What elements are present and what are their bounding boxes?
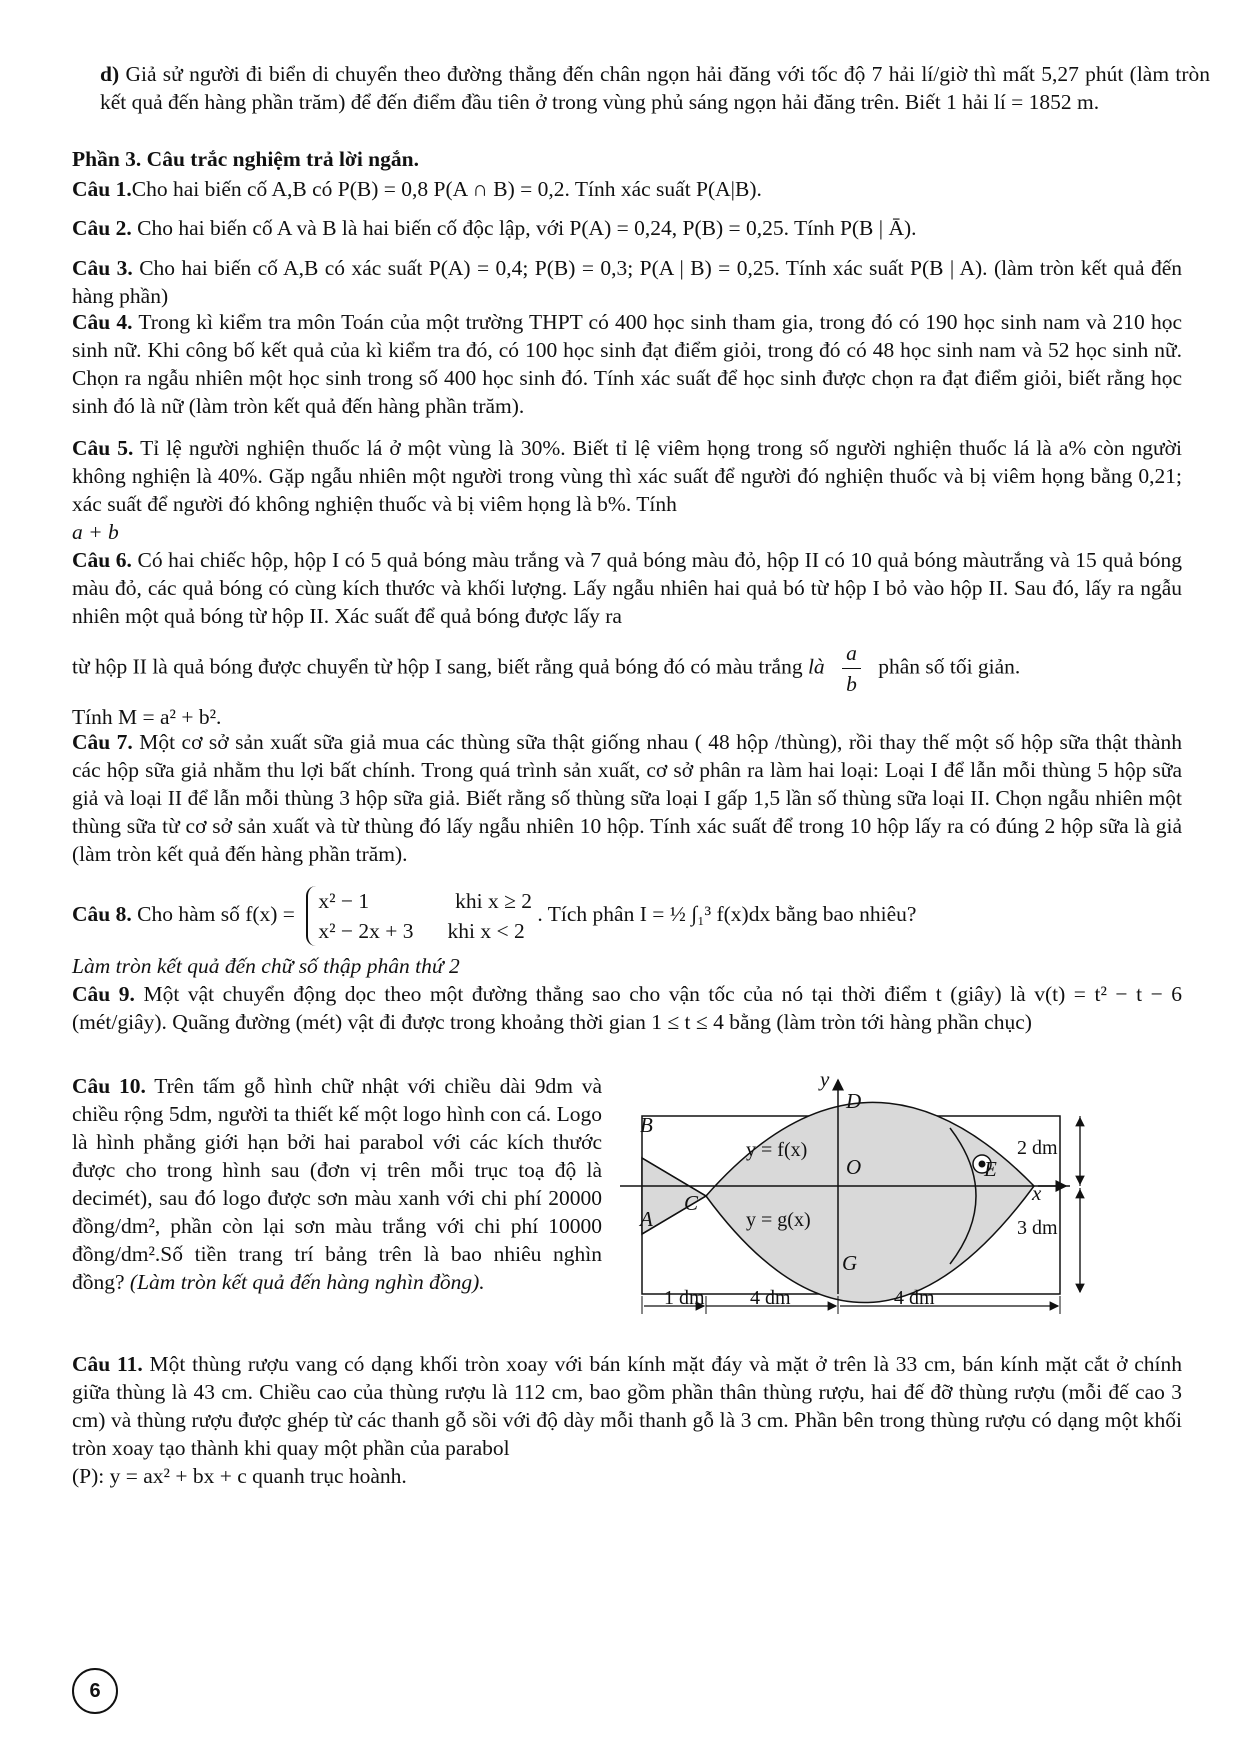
question-9-label: Câu 9. (72, 982, 135, 1006)
label-G: G (842, 1251, 858, 1275)
case-1-expr: x² − 1 (318, 889, 370, 913)
fish-logo-figure (620, 1068, 1190, 1338)
question-6-label: Câu 6. (72, 548, 132, 572)
question-2-label: Câu 2. (72, 216, 132, 240)
question-6-line2-is: là (807, 654, 825, 679)
label-3dm: 3 dm (1017, 1217, 1058, 1239)
question-1-label: Câu 1. (72, 177, 132, 201)
question-1-text: Cho hai biến cố A,B có P(B) = 0,8 P(A ∩ B) = 0,2. Tính xác suất P(A|B). (131, 177, 762, 201)
question-6-line2-pre: từ hộp II là quả bóng được chuyển từ hộp I sang, biết rằng quả bóng đó có màu trắng (72, 654, 803, 679)
question-3-text: Cho hai biến cố A,B có xác suất P(A) = 0,4; P(B) = 0,3; P(A | B) = 0,25. Tính xác suất P(B | A). (làm tròn kết quả đến hàng phần) (72, 256, 1182, 308)
label-A: A (640, 1207, 653, 1231)
part-d-text: Giả sử người đi biển di chuyển theo đường thẳng đến chân ngọn hải đăng với tốc độ 7 hải lí/giờ thì mất 5,27 phút (làm tròn kết quả đến hàng phần trăm) để đến điểm đầu tiên ở trong vùng phủ sáng ngọn hải đăng trên. Biết 1 hải lí = 1852 m. (100, 62, 1210, 114)
question-3 (72, 254, 1182, 310)
label-B: B (640, 1113, 653, 1137)
part-d-paragraph (72, 60, 1210, 116)
question-4-label: Câu 4. (72, 310, 133, 334)
question-10 (72, 1072, 602, 1296)
label-2dm: 2 dm (1017, 1137, 1058, 1159)
question-6-line3: Tính M = a² + b². (72, 705, 222, 729)
question-6-text: Có hai chiếc hộp, hộp I có 5 quả bóng màu trắng và 7 quả bóng màu đỏ, hộp II có 10 quả bóng màutrắng và 15 quả bóng màu đỏ, các quả bóng có cùng kích thước và khối lượng. Lấy ngẫu nhiên hai quả bó từ hộp I bỏ vào hộp II. Sau đó, lấy ra ngẫu nhiên một quả bóng từ hộp II. Xác suất để quả bóng được lấy ra (72, 548, 1183, 628)
question-10-label: Câu 10. (72, 1074, 146, 1098)
section-title: Phần 3. Câu trắc nghiệm trả lời ngắn. (72, 147, 419, 171)
label-D: D (846, 1089, 862, 1113)
page-number-badge (72, 1668, 118, 1714)
label-O: O (846, 1155, 862, 1179)
label-x-axis: x (1032, 1181, 1042, 1205)
label-C: C (684, 1191, 699, 1215)
question-9-text: Một vật chuyển động dọc theo một đường thẳng sao cho vận tốc của nó tại thời điểm t (giây) là v(t) = t² − t − 6 (mét/giây). Quãng đường (mét) vật đi được trong khoảng thời gian 1 ≤ t ≤ 4 bằng (làm tròn tới hàng phần chục) (72, 982, 1183, 1034)
label-E: E (984, 1157, 997, 1181)
label-gx: y = g(x) (746, 1209, 811, 1231)
question-10-text: Trên tấm gỗ hình chữ nhật với chiều dài 9dm và chiều rộng 5dm, người ta thiết kế một logo hình con cá. Logo là hình phẳng giới hạn bởi hai parabol với các kích thước được cho trong hình sau (đơn vị trên mỗi trục toạ độ là decimét), sau đó logo được sơn màu xanh với chi phí 20000 đồng/dm², phần còn lại sơn màu trắng với chi phí 10000 đồng/dm².Số tiền trang trí bảng trên là bao nhiêu nghìn đồng? (72, 1074, 602, 1294)
question-8-label: Câu 8. (72, 901, 132, 926)
question-6-line2-post: phân số tối giản. (878, 654, 1021, 679)
question-11-tail: (P): y = ax² + bx + c quanh trục hoành. (72, 1464, 407, 1488)
label-1dm: 1 dm (664, 1287, 705, 1309)
case-1-cond: khi x ≥ 2 (455, 889, 533, 913)
question-6 (72, 546, 1182, 731)
question-8-mid: . Tích phân I = ½ ∫₁³ f(x)dx bằng bao nhiêu? (537, 901, 917, 926)
question-2 (72, 214, 1182, 242)
question-3-label: Câu 3. (72, 256, 133, 280)
part-d-label: d) (100, 62, 120, 86)
piecewise-cases (306, 886, 532, 946)
question-9 (72, 980, 1182, 1036)
fraction-numerator: a (842, 638, 861, 669)
label-4dm-left: 4 dm (750, 1287, 791, 1309)
case-2-cond: khi x < 2 (447, 919, 525, 943)
case-2-expr: x² − 2x + 3 (318, 919, 414, 943)
question-1 (72, 175, 1182, 203)
question-11-label: Câu 11. (72, 1352, 143, 1376)
label-y-axis: y (820, 1068, 830, 1091)
question-5 (72, 434, 1182, 546)
question-7-text: Một cơ sở sản xuất sữa giả mua các thùng sữa thật giống nhau ( 48 hộp /thùng), rồi thay thế một số hộp sữa thật thành các hộp sữa giả nhằm thu lợi bất chính. Trong quá trình sản xuất, cơ sở phân ra làm hai loại: Loại I để lẫn mỗi thùng 5 hộp sữa giả và loại II để lẫn mỗi thùng 3 hộp sữa giả. Biết rằng số thùng sữa loại I gấp 1,5 lần số thùng sữa loại II. Chọn ngẫu nhiên một thùng sữa từ cơ sở sản xuất và từ thùng đó lấy ngẫu nhiên 10 hộp. Tính xác suất để trong 10 hộp lấy ra có đúng 2 hộp sữa là giả (làm tròn kết quả đến hàng phần trăm). (72, 730, 1183, 866)
question-6-line2 (72, 638, 1182, 699)
fraction-a-over-b (842, 638, 861, 699)
question-7 (72, 728, 1182, 868)
question-4-text: Trong kì kiểm tra môn Toán của một trường THPT có 400 học sinh tham gia, trong đó có 190 học sinh nam và 210 học sinh nữ. Khi công bố kết quả của kì kiểm tra đó, có 100 học sinh đạt điểm giỏi, trong đó có 48 học sinh nam và 52 học sinh nữ. Chọn ra ngẫu nhiên một học sinh trong số 400 học sinh đó. Tính xác suất để học sinh được chọn ra đạt điểm giỏi, biết rằng học sinh đó là nữ (làm tròn kết quả đến hàng phần trăm). (72, 310, 1182, 418)
page-number: 6 (89, 1680, 101, 1702)
question-8 (72, 886, 1182, 980)
label-4dm-right: 4 dm (894, 1287, 935, 1309)
question-4 (72, 308, 1182, 420)
question-5-tail: a + b (72, 520, 119, 544)
question-5-text: Tỉ lệ người nghiện thuốc lá ở một vùng là 30%. Biết tỉ lệ viêm họng trong số người nghiện thuốc lá là a% còn người không nghiện là 40%. Gặp ngẫu nhiên một người trong vùng thì xác suất để người đó nghiện thuốc và bị viêm họng bằng 0,21; xác suất để người đó không nghiện thuốc và bị viêm họng là b%. Tính (72, 436, 1182, 516)
question-2-text: Cho hai biến cố A và B là hai biến cố độc lập, với P(A) = 0,24, P(B) = 0,25. Tính P(B | Ā). (137, 216, 917, 240)
question-5-label: Câu 5. (72, 436, 134, 460)
question-8-pre: Cho hàm số f(x) = (137, 901, 295, 926)
fish-body (706, 1102, 1034, 1302)
question-10-italic: (Làm tròn kết quả đến hàng nghìn đồng). (129, 1270, 485, 1294)
question-11 (72, 1350, 1182, 1490)
question-7-label: Câu 7. (72, 730, 133, 754)
question-11-text: Một thùng rượu vang có dạng khối tròn xoay với bán kính mặt đáy và mặt ở trên là 33 cm, bán kính mặt cắt ở chính giữa thùng là 43 cm. Chiều cao của thùng rượu là 112 cm, bao gồm phần thân thùng rượu, hai đế đỡ thùng rượu (mỗi đế cao 3 cm) và thùng rượu được ghép từ các thanh gỗ sồi với độ dày mỗi thanh gỗ là 3 cm. Phần bên trong thùng rượu có dạng một khối tròn xoay tạo thành khi quay một phần của parabol (72, 1352, 1183, 1460)
fraction-denominator: b (846, 672, 857, 696)
label-fx: y = f(x) (746, 1139, 808, 1161)
question-8-italic: Làm tròn kết quả đến chữ số thập phân thứ 2 (72, 954, 460, 978)
